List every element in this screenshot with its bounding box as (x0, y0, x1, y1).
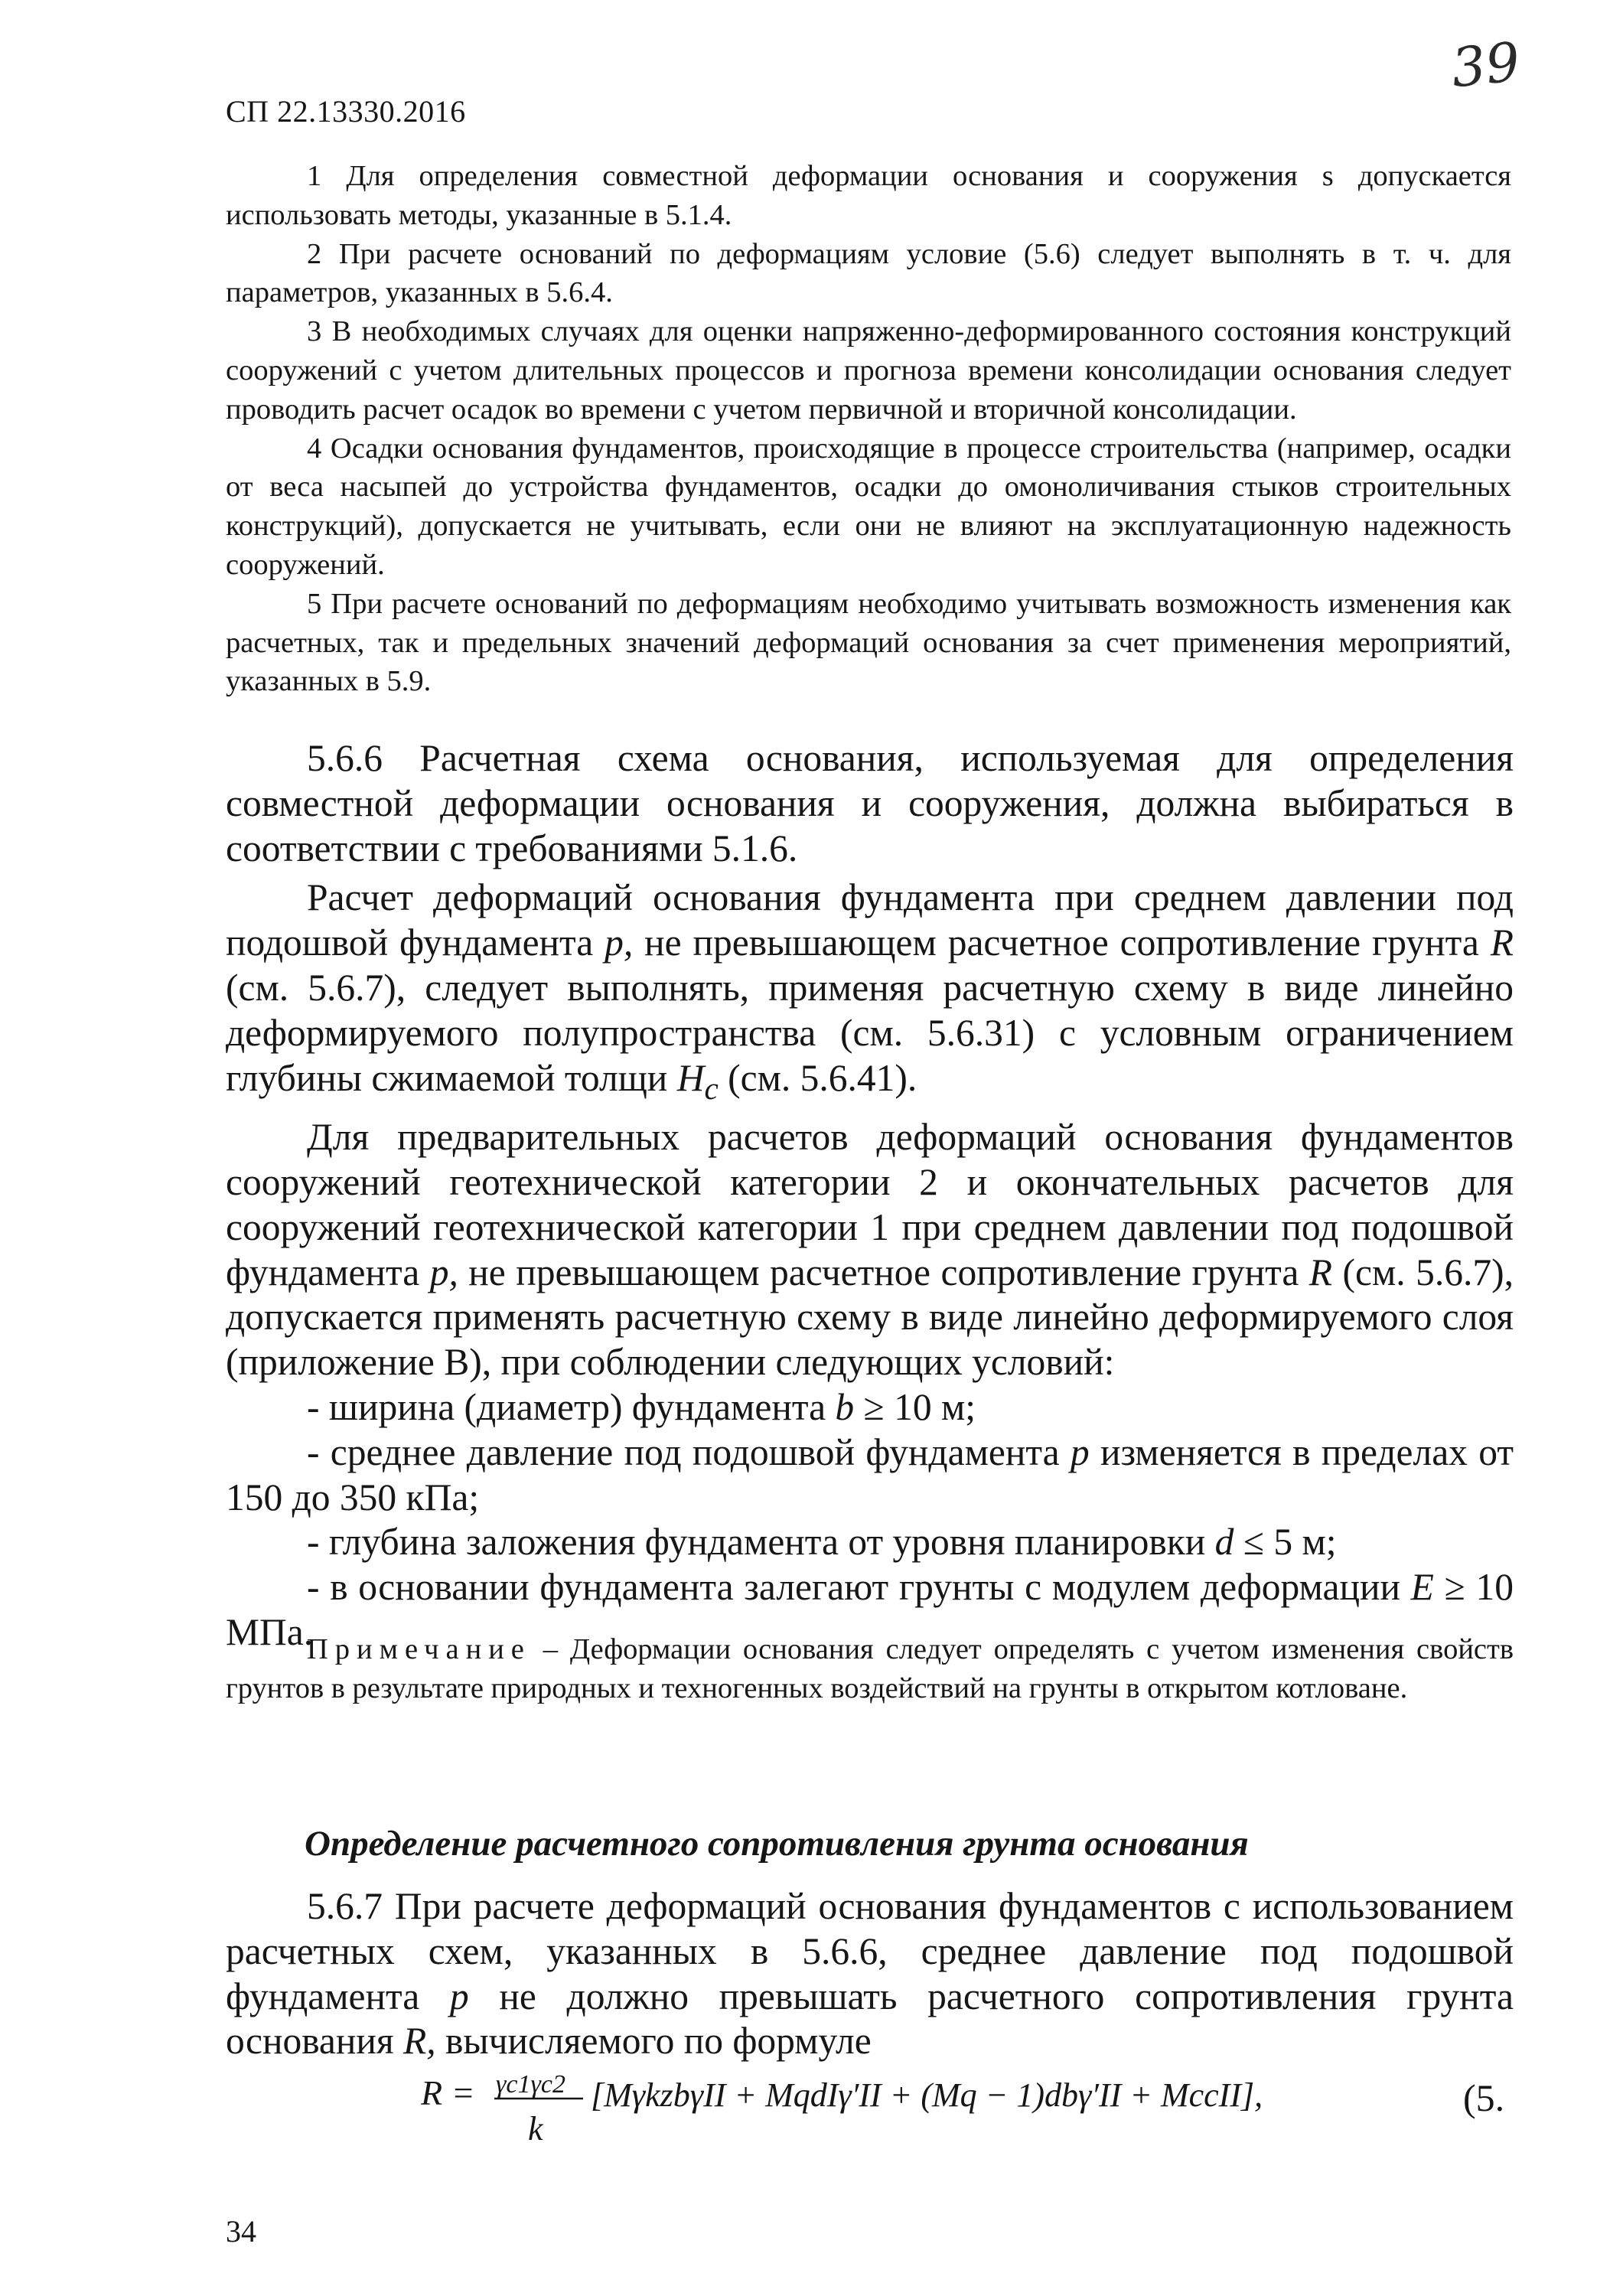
note-4: 4 Осадки основания фундаментов, происходящие в процессе строительства (например, осадки от веса насыпей до устройства фундаментов, осадки до омоноличивания стыков строительных конструкций), допускается не учитывать, если они не влияют на эксплуатационную надежность сооружений. (226, 432, 1511, 581)
section-heading: Определение расчетного сопротивления грунта основания (305, 1824, 1249, 1864)
formula-numerator: γc1γc2 (496, 2070, 565, 2099)
note-text: Деформации основания следует определять с учетом изменения свойств грунтов в результате природных и техногенных воздействий на грунты в открытом котловане. (226, 1633, 1514, 1704)
formula (421, 2060, 1377, 2160)
note-3: 3 В необходимых случаях для оценки напряженно-деформированного состояния конструкций сооружений с учетом длительных процессов и прогноза времени консолидации основания следует проводить расчет осадок во времени с учетом первичной и вторичной консолидации. (226, 315, 1511, 426)
condition-width: - ширина (диаметр) фундамента b ≥ 10 м; (307, 1386, 976, 1429)
note-block: Примечание – Деформации основания следует определять с учетом изменения свойств грунтов в результате природных и техногенных воздействий на грунты в открытом котловане. (226, 1633, 1514, 1704)
note-1: 1 Для определения совместной деформации основания и сооружения s допускается использовать методы, указанные в 5.1.4. (226, 160, 1511, 231)
section-5-6-6 (226, 736, 1514, 1655)
page-number: 34 (226, 2214, 256, 2249)
paragraph-5-6-6: 5.6.6 Расчетная схема основания, используемая для определения совместной деформации основания и сооружения, должна выбираться в соответствии с требованиями 5.1.6. (226, 737, 1514, 869)
note-label: Примечание (307, 1633, 531, 1665)
paragraph-calc-deformations: Расчет деформаций основания фундамента при среднем давлении под подошвой фундамента p, не превышающем расчетное сопротивление грунта R (см. 5.6.7), следует выполнять, применяя расчетную схему в виде линейно деформируемого полупространства (см. 5.6.31) с условным ограничением глубины сжимаемой толщи $H_c$ (см. 5.6.41). (226, 876, 1514, 1106)
section-5-6-7 (226, 1884, 1514, 2064)
formula-number: (5. (1463, 2076, 1505, 2119)
notes-block (226, 157, 1511, 701)
note-5: 5 При расчете оснований по деформациям необходимо учитывать возможность изменения как расчетных, так и предельных значений деформаций основания за счет применения мероприятий, указанных в 5.9. (226, 587, 1511, 698)
condition-pressure: - среднее давление под подошвой фундамента p изменяется в пределах от 150 до 350 кПа; (226, 1430, 1514, 1518)
formula-denominator: k (528, 2110, 543, 2148)
formula-lhs: R = (421, 2073, 475, 2112)
formula-bracket-body: [MγkzbγII + MqdIγ′II + (Mq − 1)dbγ′II + McсII], (591, 2076, 1263, 2114)
condition-modulus: - в основании фундамента залегают грунты с модулем деформации E ≥ 10 МПа. (226, 1566, 1514, 1654)
condition-depth: - глубина заложения фундамента от уровня планировки d ≤ 5 м; (307, 1521, 1337, 1564)
paragraph-5-6-7: 5.6.7 При расчете деформаций основания фундаментов с использованием расчетных схем, указанных в 5.6.6, среднее давление под подошвой фундамента p не должно превышать расчетного сопротивления грунта основания R, вычисляемого по формуле (226, 1885, 1514, 2063)
paragraph-preliminary-calc: Для предварительных расчетов деформаций основания фундаментов сооружений геотехнической категории 2 и окончательных расчетов для сооружений геотехнической категории 1 при среднем давлении под подошвой фундамента p, не превышающем расчетное сопротивление грунта R (см. 5.6.7), допускается применять расчетную схему в виде линейно деформируемого слоя (приложение В), при соблюдении следующих условий: (226, 1116, 1514, 1384)
handwritten-page-number: 39 (1448, 30, 1524, 100)
document-code: СП 22.13330.2016 (226, 94, 466, 129)
note-2: 2 При расчете оснований по деформациям условие (5.6) следует выполнять в т. ч. для параметров, указанных в 5.6.4. (226, 237, 1511, 309)
